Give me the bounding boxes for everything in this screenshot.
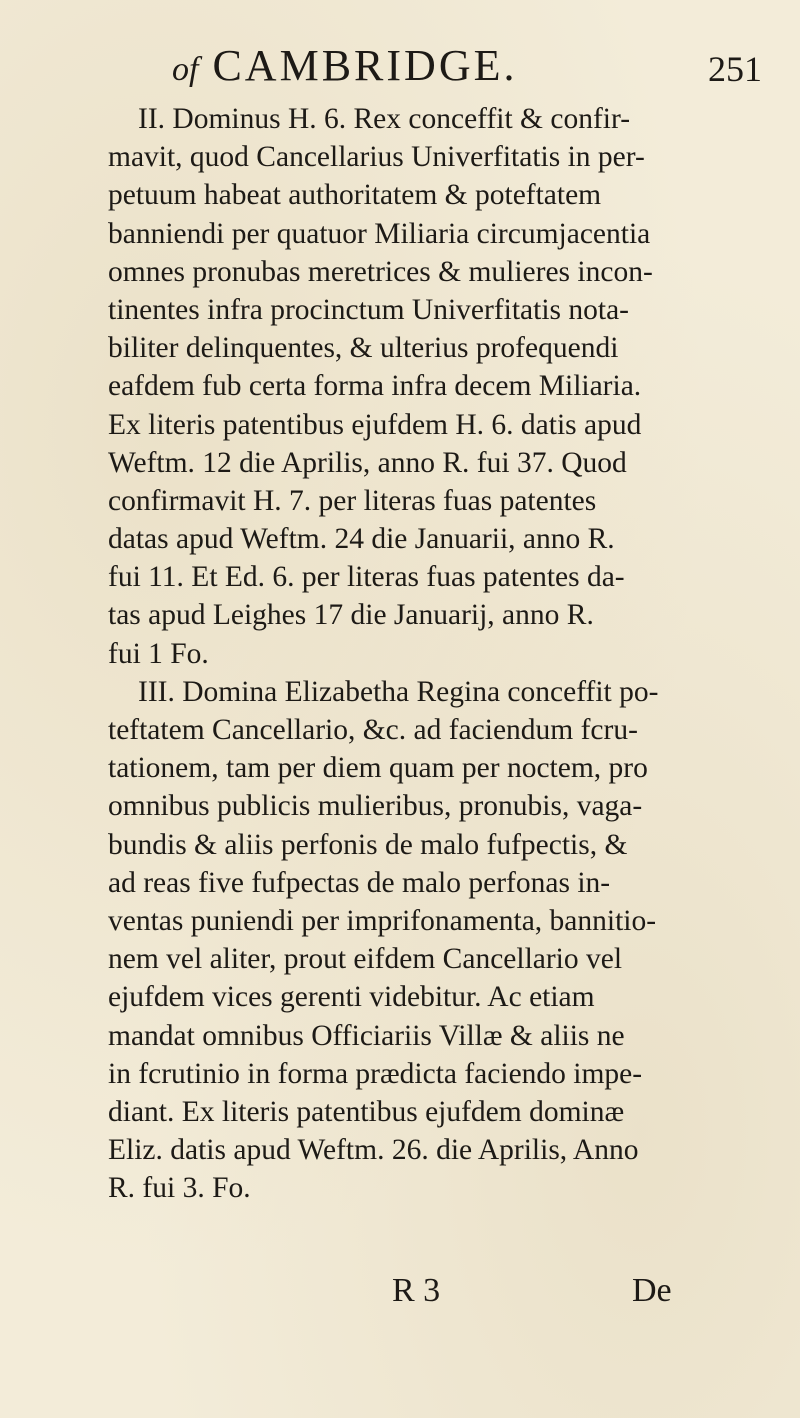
text-line: ad reas five fufpectas de malo perfonas in-	[108, 866, 611, 899]
text-line: ventas puniendi per imprifonamenta, bannitio-	[108, 904, 657, 937]
text-line: fui 11. Et Ed. 6. per literas fuas patentes da-	[108, 561, 625, 594]
text-line: eafdem fub certa forma infra decem Miliaria.	[108, 370, 642, 403]
text-line: tas apud Leighes 17 die Januarij, anno R.	[108, 599, 594, 632]
text-line: Ex literis patentibus ejufdem H. 6. datis apud	[108, 408, 642, 441]
page-header	[172, 40, 762, 92]
text-line: tationem, tam per diem quam per noctem, pro	[108, 752, 648, 785]
text-line: fui 1 Fo.	[108, 637, 209, 670]
running-title-main: CAMBRIDGE.	[212, 41, 518, 90]
body-text	[108, 100, 772, 1207]
text-line: tinentes infra procinctum Univerfitatis nota-	[108, 293, 630, 326]
text-line: nem vel aliter, prout eifdem Cancellario vel	[108, 943, 623, 976]
text-line: mavit, quod Cancellarius Univerfitatis in per-	[108, 141, 645, 174]
paragraph-ii-line: II. Dominus H. 6. Rex conceffit & confir-	[138, 103, 631, 135]
page-footer	[0, 1272, 800, 1322]
text-line: biliter delinquentes, & ulterius profequendi	[108, 332, 619, 365]
running-title-prefix: of	[172, 51, 199, 88]
paragraph-iii-line: III. Domina Elizabetha Regina conceffit po-	[138, 675, 659, 708]
text-line: omnes pronubas meretrices & mulieres incon-	[108, 255, 653, 288]
text-line: teftatem Cancellario, &c. ad faciendum fcru-	[108, 714, 638, 746]
text-line: petuum habeat authoritatem & poteftatem	[108, 179, 602, 212]
text-line: confirmavit H. 7. per literas fuas patentes	[108, 484, 597, 517]
text-line: diant. Ex literis patentibus ejufdem dominæ	[108, 1095, 625, 1128]
catchword: De	[632, 1272, 672, 1309]
signature-mark: R 3	[392, 1272, 441, 1309]
text-line: in fcrutinio in forma prædicta faciendo impe-	[108, 1057, 643, 1090]
text-line: Eliz. datis apud Weftm. 26. die Aprilis, Anno	[108, 1134, 639, 1167]
text-line: mandat omnibus Officiariis Villæ & aliis ne	[108, 1019, 625, 1052]
text-line: Weftm. 12 die Aprilis, anno R. fui 37. Quod	[108, 446, 627, 479]
text-line: bundis & aliis perfonis de malo fufpectis, &	[108, 828, 628, 861]
text-line: banniendi per quatuor Miliaria circumjacentia	[108, 217, 651, 250]
running-title	[172, 40, 517, 91]
text-line: datas apud Weftm. 24 die Januarii, anno R.	[108, 523, 615, 556]
text-line: ejufdem vices gerenti videbitur. Ac etiam	[108, 981, 595, 1014]
text-line: R. fui 3. Fo.	[108, 1172, 251, 1205]
page-number: 251	[708, 49, 762, 89]
text-line: omnibus publicis mulieribus, pronubis, vaga-	[108, 790, 643, 823]
